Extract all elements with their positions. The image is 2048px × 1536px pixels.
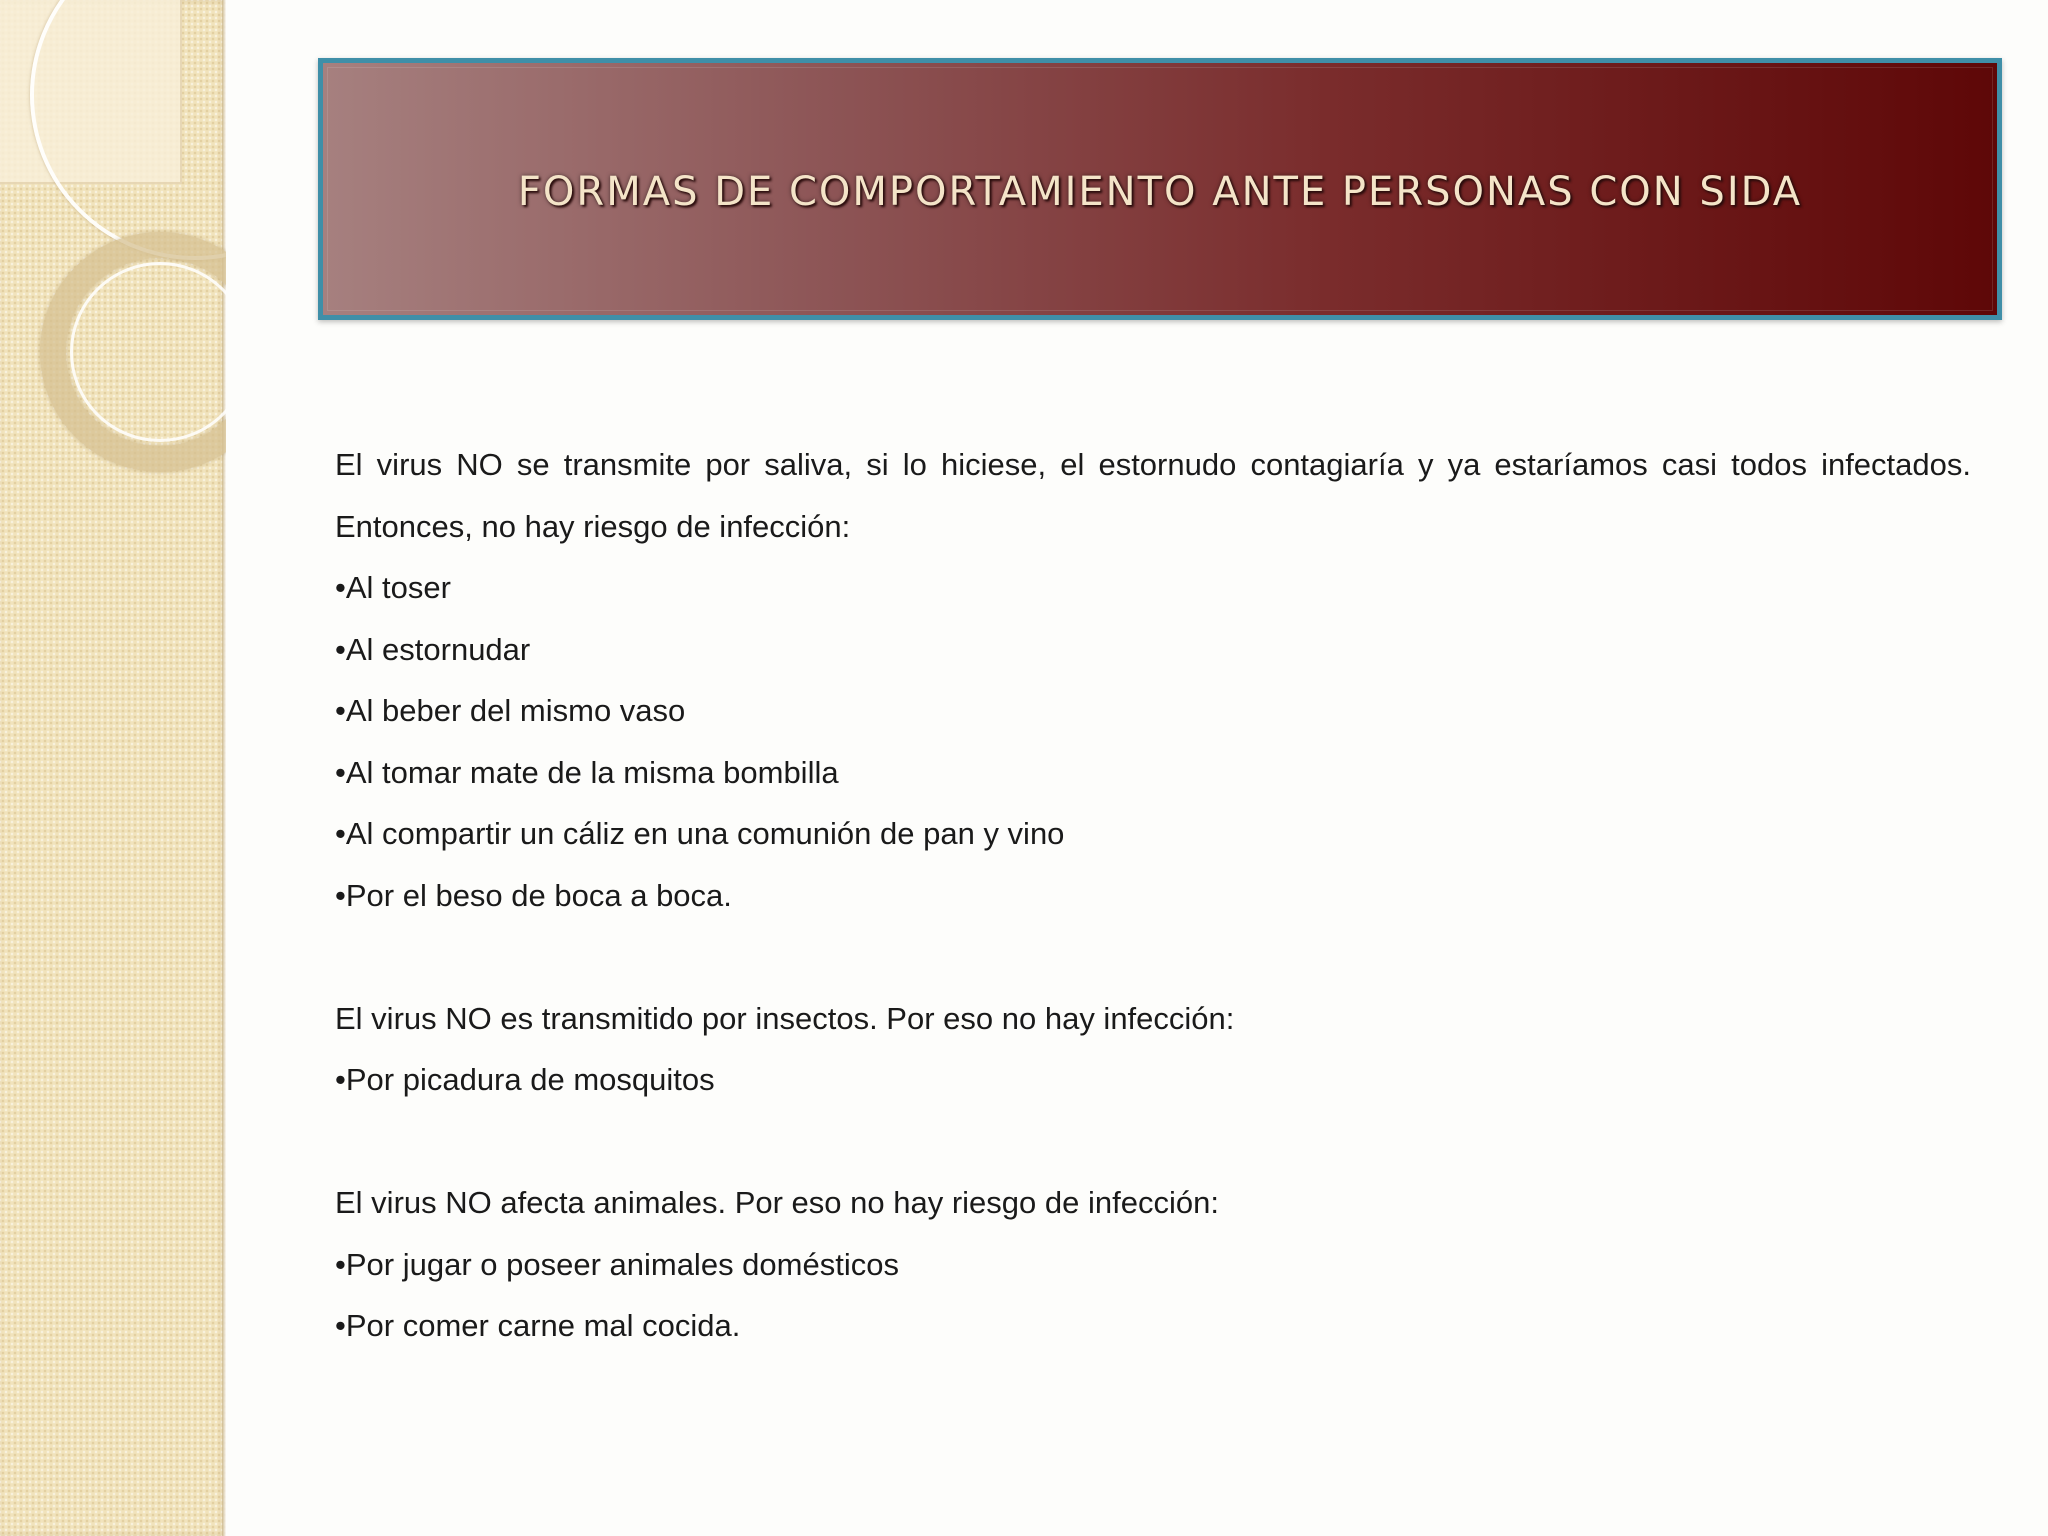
list-item: •Al compartir un cáliz en una comunión de pan y vino: [335, 816, 1065, 851]
list-item: •Al toser: [335, 570, 451, 605]
list-item: •Por jugar o poseer animales domésticos: [335, 1246, 899, 1282]
list-item: •Al tomar mate de la misma bombilla: [335, 754, 839, 790]
list-item: •Por el beso de boca a boca.: [335, 877, 732, 913]
section-intro-saliva: El virus NO se transmite por saliva, si lo hiciese, el estornudo contagiaría y ya estaríamos casi todos infectados. Entonces, no hay riesgo de infección:: [335, 447, 1971, 544]
slide-title: FORMAS DE COMPORTAMIENTO ANTE PERSONAS CON SIDA: [517, 169, 1803, 215]
section-intro-animals: El virus NO afecta animales. Por eso no hay riesgo de infección:: [335, 1185, 1219, 1220]
slide-body: [335, 434, 1971, 1357]
list-item: •Por picadura de mosquitos: [335, 1062, 715, 1097]
paragraph-spacer: [335, 926, 1971, 988]
list-item: •Por comer carne mal cocida.: [335, 1308, 741, 1343]
title-banner: [318, 58, 2002, 320]
paragraph-spacer: [335, 1111, 1971, 1173]
list-item: •Al estornudar: [335, 631, 531, 667]
list-item: •Al beber del mismo vaso: [335, 693, 686, 728]
decorative-side-strip: [0, 0, 226, 1536]
section-intro-insects: El virus NO es transmitido por insectos. Por eso no hay infección:: [335, 1000, 1235, 1036]
